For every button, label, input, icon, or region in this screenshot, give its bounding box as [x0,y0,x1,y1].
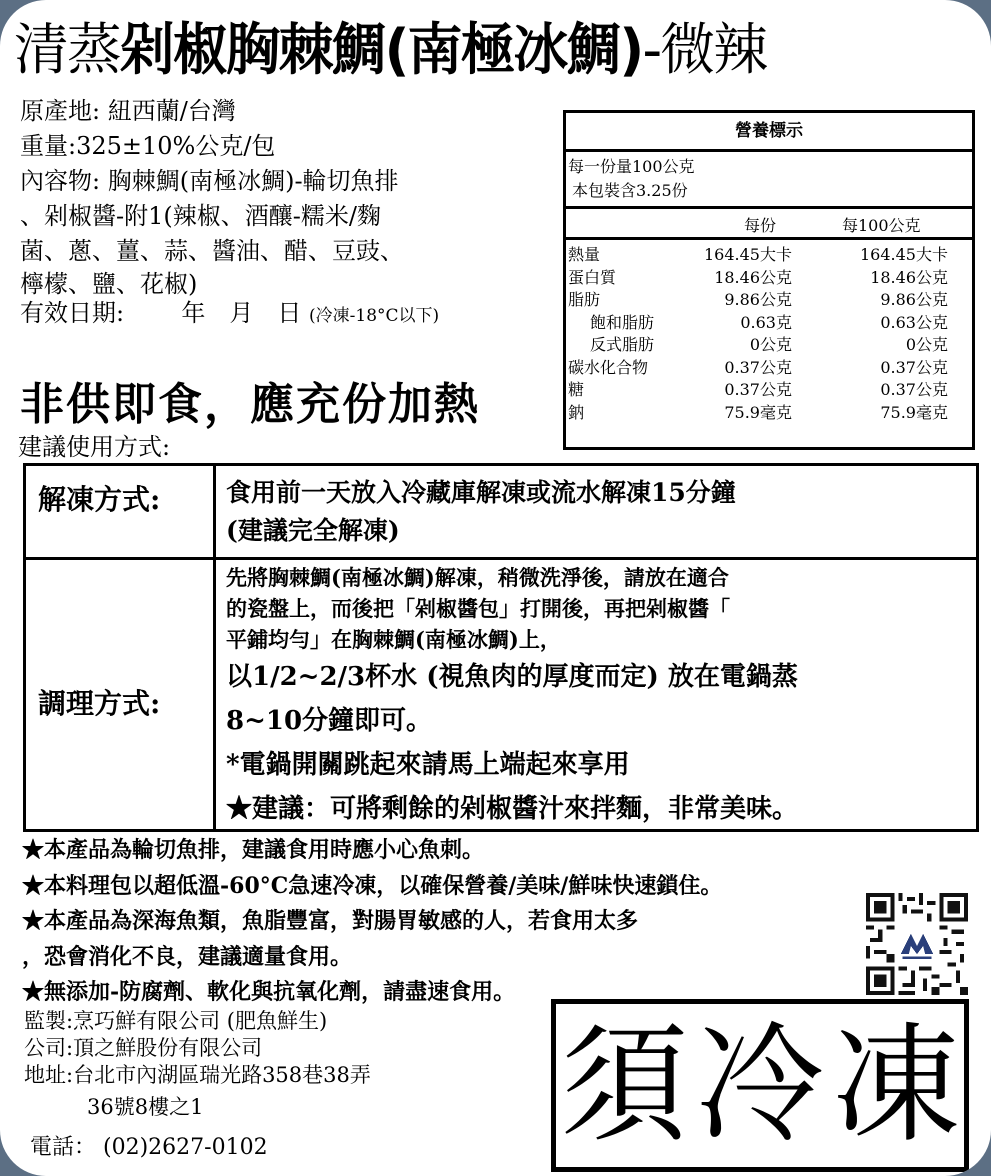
nutrient-per-100g: 0.63公克 [880,312,948,332]
nutrition-row [566,289,972,312]
nutrition-header [566,209,972,240]
nutrition-row [566,312,972,335]
nutrient-per-100g: 18.46公克 [870,267,948,287]
servings-per-pack: 本包裝含3.25份 [572,181,688,200]
maker-line: 監製:烹巧鮮有限公司 (肥魚鮮生) [24,1009,328,1033]
cook-line: *電鍋開關跳起來請馬上端起來享用 [226,750,630,780]
nutrient-per-serving: 0公克 [749,335,792,354]
product-title [14,6,766,96]
cook-line: 先將胸棘鯛(南極冰鯛)解凍，稍微洗淨後，請放在適合 [226,565,729,590]
col-per-100g: 每100公克 [842,216,921,235]
nutrient-per-serving: 164.45大卡 [704,245,792,264]
nutrient-name: 反式脂肪 [590,335,655,354]
nutrient-per-serving: 75.9毫克 [724,402,792,422]
nutrient-per-100g: 0公克 [905,335,948,354]
nutrient-per-serving: 0.63克 [740,312,792,332]
nutrition-row [566,267,972,290]
nutrition-serving [566,152,972,209]
cook-text [226,562,970,831]
heat-warning: 非供即食，應充份加熱 [20,379,480,430]
nutrient-per-100g: 0.37公克 [880,357,948,377]
note-line: ★本產品為輪切魚排，建議食用時應小心魚刺。 [22,837,485,863]
nutrition-row [566,379,972,402]
nutrient-name: 碳水化合物 [568,357,649,377]
cook-line: ★建議：可將剩餘的剁椒醬汁來拌麵，非常美味。 [226,794,799,824]
nutrient-per-serving: 0.37公克 [724,380,792,399]
title-suffix: -微辣 [642,18,767,83]
keep-frozen-stamp [551,999,969,1172]
maker-line: 地址:台北市內湖區瑞光路358巷38弄 [24,1063,371,1087]
nutrition-rows [566,240,972,424]
nutrient-name: 飽和脂肪 [590,312,655,332]
note-line: ★無添加-防腐劑、軟化與抗氧化劑，請盡速食用。 [22,979,516,1005]
phone-number: 電話： (02)2627-0102 [30,1135,268,1160]
cook-line: 的瓷盤上，而後把「剁椒醬包」打開後，再把剁椒醬「 [226,596,730,621]
cook-line: 8~10分鐘即可。 [226,706,433,736]
thaw-line: (建議完全解凍) [226,516,400,545]
cook-row [26,560,976,829]
note-line: ，恐會消化不良，建議適量食用。 [22,943,353,970]
stamp-char: 冷 [695,1010,824,1160]
stamp-char: 須 [559,1010,688,1160]
title-prefix: 清蒸 [14,18,120,83]
expiry [20,297,439,329]
nutrition-row [566,357,972,380]
qr-code-icon [866,893,968,995]
nutrition-row [566,244,972,267]
nutrient-per-100g: 9.86公克 [880,290,948,309]
col-per-serving: 每份 [744,216,777,235]
maker-line: 36號8樓之1 [24,1095,204,1119]
contents-line: 、剁椒醬-附1(辣椒、酒釀-糯米/麴 [20,202,381,230]
cook-line: 平鋪均勻」在胸棘鯛(南極冰鯛)上， [226,627,561,652]
manufacturer-info [24,1008,371,1121]
contents-line: 內容物: 胸棘鯛(南極冰鯛)-輪切魚排 [20,167,399,195]
nutrition-title: 營養標示 [566,113,972,152]
contents-line: 檸檬、鹽、花椒) [20,270,198,298]
weight: 重量:325±10%公克/包 [20,132,276,160]
qr-code[interactable] [866,893,968,995]
expiry-label: 有效日期: [20,299,125,327]
thaw-text [226,474,970,550]
product-notes [22,833,722,1011]
contents-line: 菌、蔥、薑、蒜、醬油、醋、豆豉、 [20,237,404,265]
cook-label: 調理方式: [38,687,161,720]
instructions-table [23,463,979,832]
nutrient-name: 熱量 [568,245,601,264]
nutrition-table [563,110,975,450]
thaw-row [26,466,976,560]
nutrient-per-100g: 75.9毫克 [880,402,948,422]
nutrition-row [566,402,972,425]
nutrient-name: 糖 [568,380,585,399]
serving-size: 每一份量100公克 [568,157,695,176]
nutrition-row [566,334,972,357]
product-info [20,95,439,329]
origin: 原產地: 紐西蘭/台灣 [20,97,236,125]
nutrient-per-100g: 164.45大卡 [860,245,948,264]
nutrient-name: 蛋白質 [568,267,617,287]
expiry-storage-note: (冷凍-18°C以下) [309,306,440,326]
nutrient-name: 鈉 [568,402,585,422]
nutrient-name: 脂肪 [568,290,601,309]
maker-line: 公司:頂之鮮股份有限公司 [24,1036,263,1060]
note-line: ★本產品為深海魚類，魚脂豐富，對腸胃敏感的人，若食用太多 [22,908,639,934]
expiry-date: 年 月 日 [181,299,302,327]
thaw-label: 解凍方式: [38,483,161,516]
usage-title: 建議使用方式: [18,433,171,461]
stamp-char: 凍 [831,1010,960,1160]
nutrient-per-serving: 0.37公克 [724,357,792,377]
nutrient-per-100g: 0.37公克 [880,380,948,399]
nutrient-per-serving: 9.86公克 [724,290,792,309]
cook-line: 以1/2~2/3杯水 (視魚肉的厚度而定) 放在電鍋蒸 [226,662,798,692]
thaw-line: 食用前一天放入冷藏庫解凍或流水解凍15分鐘 [226,478,736,507]
note-line: ★本料理包以超低溫-60°C急速冷凍，以確保營養/美味/鮮味快速鎖住。 [22,872,723,899]
thaw-label-cell [26,466,216,557]
title-main: 剁椒胸棘鯛(南極冰鯛) [119,18,643,83]
cook-label-cell [26,560,216,829]
nutrient-per-serving: 18.46公克 [714,267,792,287]
